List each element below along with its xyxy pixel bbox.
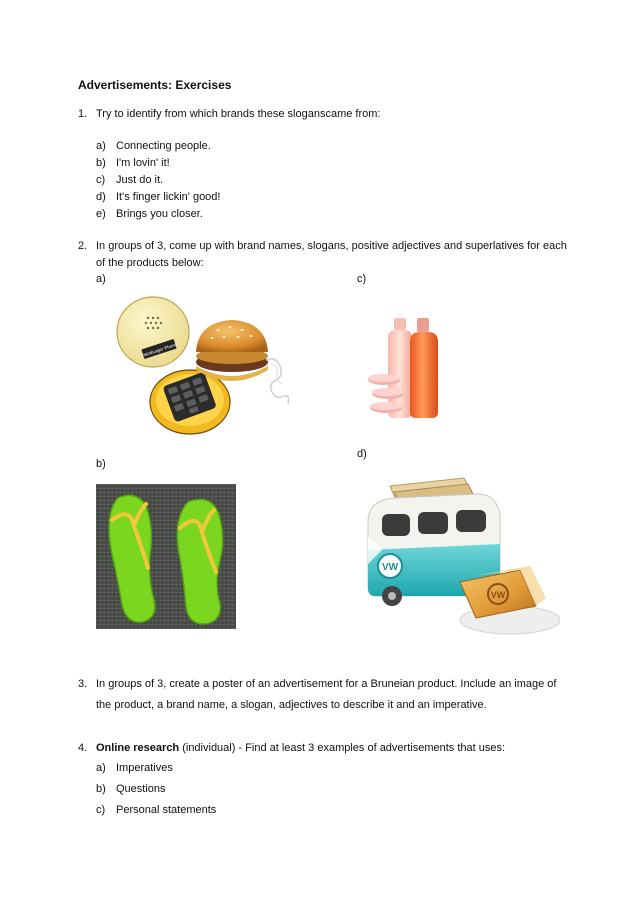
soap-bottles-image	[362, 308, 452, 424]
item-letter: c)	[96, 804, 106, 816]
flip-flops-image	[96, 484, 236, 629]
q3-line1: In groups of 3, create a poster of an advertisement for a Bruneian product. Include an image of	[96, 678, 557, 690]
item-text: Personal statements	[116, 804, 217, 816]
item-text: Connecting people.	[116, 140, 211, 152]
q3-line2: the product, a brand name, a slogan, adjectives to describe it and an imperative.	[96, 699, 487, 711]
q2-number: 2.	[78, 240, 88, 252]
q2-label-a: a)	[96, 273, 106, 285]
page-title: Advertisements: Exercises	[78, 78, 232, 92]
q4-number: 4.	[78, 742, 88, 754]
item-letter: b)	[96, 157, 106, 169]
q4-bold-text: Online research	[96, 742, 180, 754]
q3-number: 3.	[78, 678, 88, 690]
q2-label-c: c)	[357, 273, 367, 285]
q1-text: Try to identify from which brands these sloganscame from:	[96, 108, 381, 120]
item-letter: c)	[96, 174, 106, 186]
item-text: Imperatives	[116, 762, 173, 774]
q4-text	[96, 742, 505, 754]
item-text: Brings you closer.	[116, 208, 203, 220]
item-text: Questions	[116, 783, 166, 795]
item-text: Just do it.	[116, 174, 164, 186]
item-letter: a)	[96, 140, 106, 152]
q2-label-d: d)	[357, 448, 367, 460]
item-letter: a)	[96, 762, 106, 774]
item-letter: d)	[96, 191, 106, 203]
phone-brand-text: Hamburger Phone	[141, 341, 178, 359]
q4-rest-text: (individual) - Find at least 3 examples of advertisements that uses:	[179, 742, 506, 754]
vw-van-toaster-image	[360, 470, 560, 640]
q2-line1: In groups of 3, come up with brand names, slogans, positive adjectives and superlatives for each	[96, 240, 567, 252]
svg-text:VW: VW	[381, 562, 399, 573]
q2-label-b: b)	[96, 458, 106, 470]
item-text: It's finger lickin' good!	[116, 191, 221, 203]
svg-text:VW: VW	[490, 590, 506, 600]
q1-number: 1.	[78, 108, 88, 120]
item-letter: b)	[96, 783, 106, 795]
item-text: I'm lovin' it!	[116, 157, 170, 169]
item-letter: e)	[96, 208, 106, 220]
q2-line2: of the products below:	[96, 257, 204, 269]
hamburger-phone-image	[108, 290, 298, 440]
